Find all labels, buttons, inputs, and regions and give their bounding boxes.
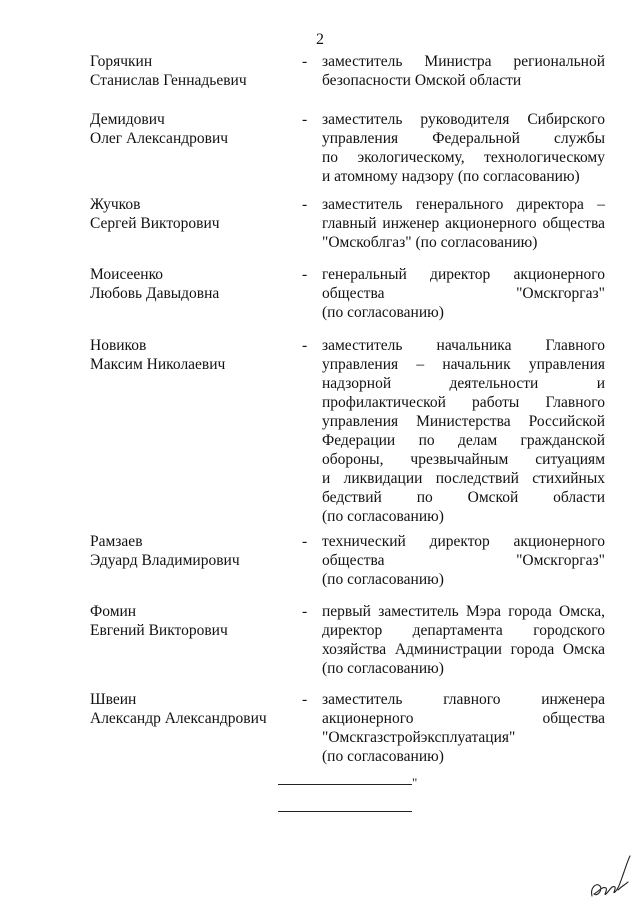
- separator-dash: -: [302, 266, 308, 283]
- position-description: [322, 265, 605, 322]
- position-description: [322, 602, 605, 678]
- surname: Моисеенко: [90, 266, 164, 283]
- position-line: Федерации по делам гражданской: [322, 432, 605, 449]
- person-name: [90, 532, 290, 570]
- given-names: Максим Николаевич: [90, 356, 226, 373]
- end-rule: [278, 811, 412, 812]
- separator-dash: -: [302, 533, 308, 550]
- position-line: заместитель главного инженера: [322, 691, 605, 708]
- surname: Горячкин: [90, 53, 153, 70]
- surname: Новиков: [90, 337, 147, 354]
- end-of-document-lines: [278, 784, 412, 812]
- given-names: Сергей Викторович: [90, 215, 220, 232]
- person-name: [90, 265, 290, 303]
- position-line: (по согласованию): [322, 748, 444, 765]
- position-line: директор департамента городского: [322, 622, 605, 639]
- position-line: "Омскоблгаз" (по согласованию): [322, 234, 538, 251]
- position-line: управления Министерства Российской: [322, 413, 605, 430]
- position-line: надзорной деятельности и: [322, 375, 605, 392]
- position-line: (по согласованию): [322, 571, 444, 588]
- end-rule: [278, 784, 412, 785]
- position-line: по экологическому, технологическому: [322, 149, 605, 166]
- position-line: "Омскгазстройэксплуатация": [322, 729, 516, 746]
- person-name: [90, 336, 290, 374]
- surname: Швеин: [90, 691, 137, 708]
- position-line: профилактической работы Главного: [322, 394, 605, 411]
- position-line: заместитель начальника Главного: [322, 337, 605, 354]
- given-names: Евгений Викторович: [90, 622, 228, 639]
- separator-dash: -: [302, 53, 308, 70]
- position-line: управления – начальник управления: [322, 356, 605, 373]
- page-number: 2: [316, 31, 324, 48]
- position-line: главный инженер акционерного общества: [322, 215, 605, 232]
- position-line: заместитель Министра региональной: [322, 53, 605, 70]
- person-name: [90, 195, 290, 233]
- person-name: [90, 52, 290, 90]
- given-names: Любовь Давыдовна: [90, 285, 220, 302]
- surname: Жучков: [90, 196, 141, 213]
- separator-dash: -: [302, 196, 308, 213]
- position-line: заместитель руководителя Сибирского: [322, 111, 605, 128]
- position-line: хозяйства Администрации города Омска: [322, 641, 605, 658]
- position-line: (по согласованию): [322, 660, 444, 677]
- position-line: и ликвидации последствий стихийных: [322, 470, 605, 487]
- signature-initials-icon: [588, 852, 634, 907]
- position-line: общества "Омскгоргаз": [322, 285, 605, 302]
- position-line: технический директор акционерного: [322, 533, 605, 550]
- given-names: Олег Александрович: [90, 130, 229, 147]
- separator-dash: -: [302, 603, 308, 620]
- position-description: [322, 52, 605, 90]
- position-line: управления Федеральной службы: [322, 130, 605, 147]
- position-line: бедствий по Омской области: [322, 489, 605, 506]
- position-line: и атомному надзору (по согласованию): [322, 168, 580, 185]
- position-line: первый заместитель Мэра города Омска,: [322, 603, 605, 620]
- position-description: [322, 195, 605, 252]
- position-line: (по согласованию): [322, 508, 444, 525]
- position-line: обороны, чрезвычайным ситуациям: [322, 451, 605, 468]
- position-description: [322, 532, 605, 589]
- position-line: (по согласованию): [322, 304, 444, 321]
- position-line: общества "Омскгоргаз": [322, 552, 605, 569]
- separator-dash: -: [302, 111, 308, 128]
- given-names: Эдуард Владимирович: [90, 552, 240, 569]
- position-description: [322, 110, 605, 186]
- surname: Демидович: [90, 111, 165, 128]
- separator-dash: -: [302, 691, 308, 708]
- position-description: [322, 690, 605, 766]
- person-name: [90, 110, 290, 148]
- position-line: генеральный директор акционерного: [322, 266, 605, 283]
- position-line: акционерного общества: [322, 710, 605, 727]
- position-line: заместитель генерального директора –: [322, 196, 605, 213]
- position-description: [322, 336, 605, 526]
- person-name: [90, 690, 290, 728]
- closing-quote-mark: ": [412, 775, 418, 790]
- separator-dash: -: [302, 337, 308, 354]
- person-name: [90, 602, 290, 640]
- given-names: Александр Александрович: [90, 710, 267, 727]
- position-line: безопасности Омской области: [322, 72, 522, 89]
- given-names: Станислав Геннадьевич: [90, 72, 247, 89]
- surname: Фомин: [90, 603, 137, 620]
- surname: Рамзаев: [90, 533, 143, 550]
